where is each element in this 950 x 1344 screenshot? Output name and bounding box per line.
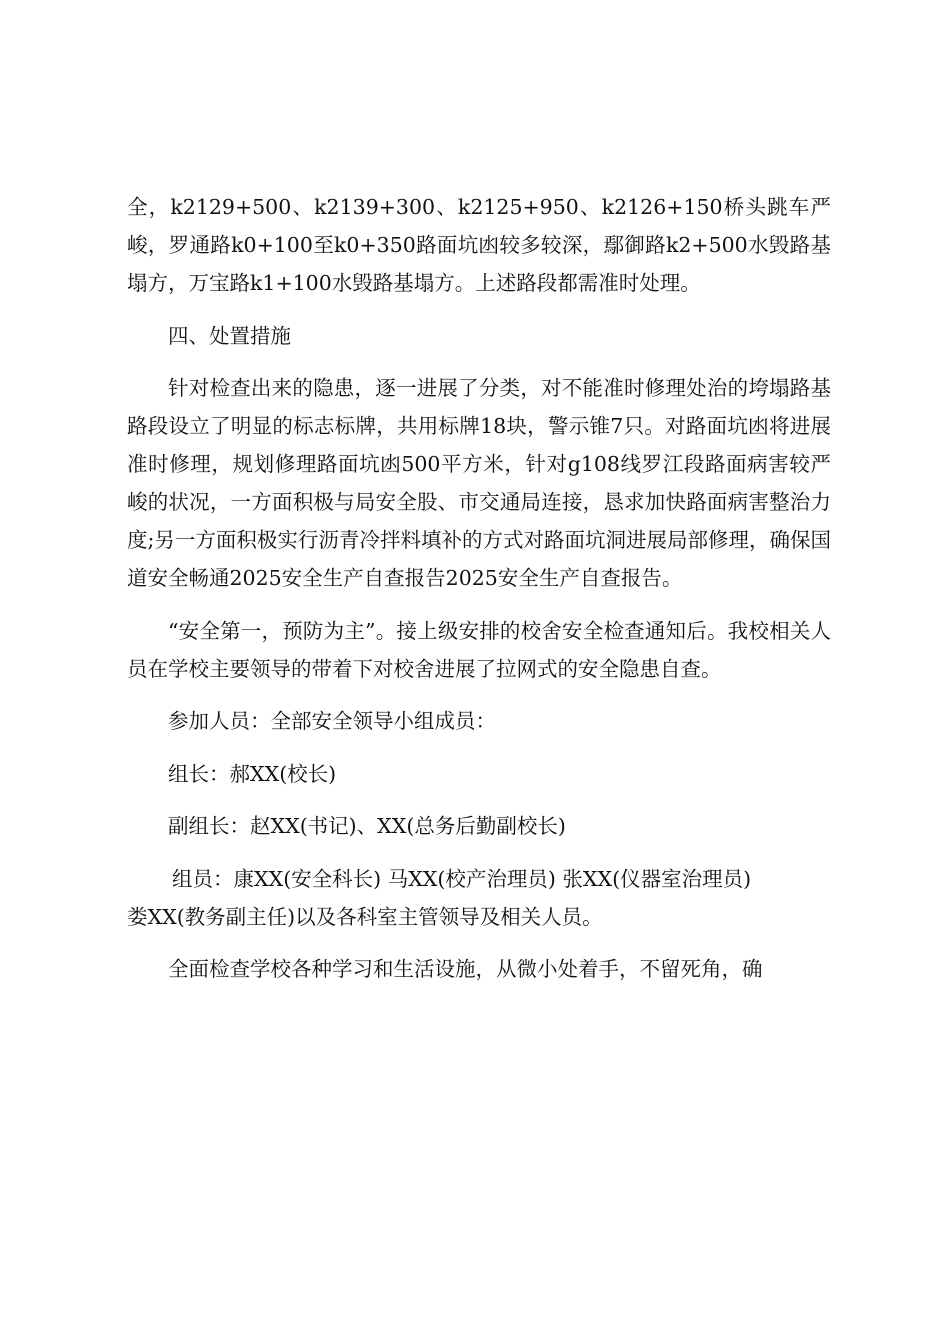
paragraph-measures: 针对检查出来的隐患，逐一进展了分类，对不能准时修理处治的垮塌路基路段设立了明显的标志标牌，共用标牌18块，警示锥7只。对路面坑凼将进展准时修理，规划修理路面坑凼500平方米，针对g108线罗江段路面病害较严峻的状况，一方面积极与局安全股、市交通局连接，恳求加快路面病害整治力度;另一方面积极实行沥青冷拌料填补的方式对路面坑洞进展局部修理，确保国道安全畅通2025安全生产自查报告2025安全生产自查报告。 <box>127 376 831 590</box>
members-line: 组员：康XX(安全科长) 马XX(校产治理员) 张XX(仪器室治理员) <box>172 866 752 891</box>
paragraph-road-hazards: 全，k2129+500、k2139+300、k2125+950、k2126+150桥头跳车严峻，罗通路k0+100至k0+350路面坑凼较多较深，鄢御路k2+500水毁路基塌方，万宝路k1+100水毁路基塌方。上述路段都需准时处理。 <box>127 195 831 295</box>
section-heading-measures: 四、处置措施 <box>168 323 291 348</box>
paragraph-members <box>127 860 831 936</box>
paragraph-participants: 参加人员：全部安全领导小组成员： <box>168 709 496 733</box>
paragraph-team-leader: 组长：郝XX(校长) <box>168 761 337 786</box>
paragraph-deputy-leader: 副组长：赵XX(书记)、XX(总务后勤副校长) <box>168 814 566 838</box>
paragraph-inspection: 全面检查学校各种学习和生活设施，从微小处着手，不留死角，确 <box>168 957 763 981</box>
document-body <box>127 188 831 1003</box>
members-line-continued: 娄XX(教务副主任)以及各科室主管领导及相关人员。 <box>127 904 603 929</box>
paragraph-safety-first: “安全第一，预防为主”。接上级安排的校舍安全检查通知后。我校相关人员在学校主要领导的带着下对校舍进展了拉网式的安全隐患自查。 <box>127 618 831 681</box>
